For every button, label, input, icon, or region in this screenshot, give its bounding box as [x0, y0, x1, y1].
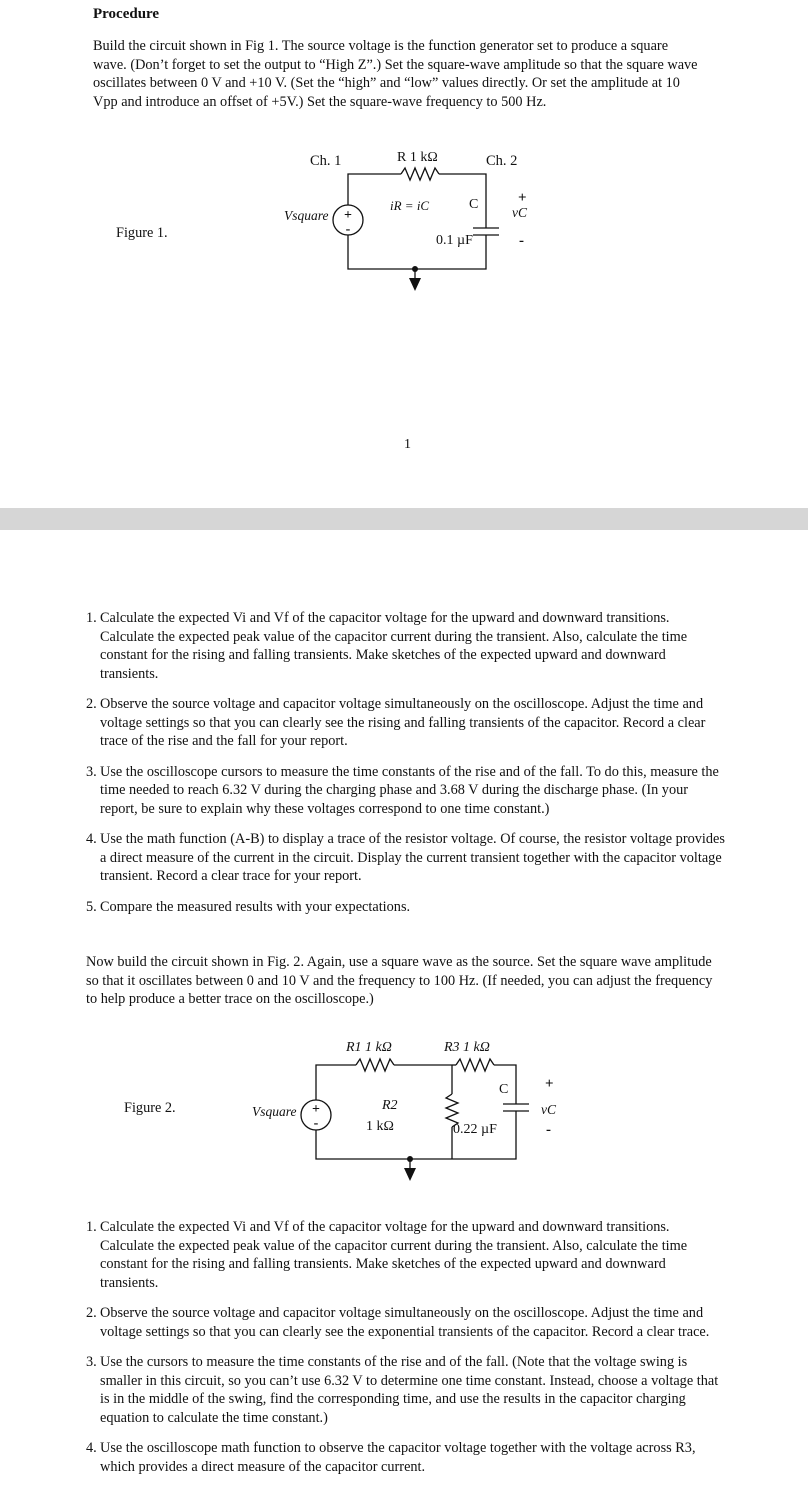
source-plus: + [344, 208, 352, 223]
ground-node [407, 1156, 413, 1162]
part1-steps [86, 609, 726, 928]
page-2 [0, 530, 808, 1512]
ground-icon [409, 278, 421, 291]
list-item: 4. Use the math function (A-B) to display a trace of the resistor voltage. Of course, the resistor voltage provides a direct measure of the current in the circuit. Display the current transient together with the capacitor voltage transient. Record a clear trace for your report. [86, 831, 725, 884]
source-label: Vsquare [252, 1104, 297, 1119]
r1-label: R1 1 kΩ [346, 1040, 392, 1055]
list-item: 3. Use the cursors to measure the time constants of the rise and of the fall. (Note that the voltage swing is smaller in this circuit, so you can’t use 6.32 V to determine one time constant. Instead, choose a voltage that is in the middle of the swing, find the corresponding time, and use the results in the capacitor charging equation to calculate the time constant.) [86, 1354, 719, 1426]
vc-minus: - [519, 233, 524, 249]
list-item: 2. Observe the source voltage and capacitor voltage simultaneously on the oscilloscope. Adjust the time and voltage settings so that you can clearly see the rising and falling transients of the capacitor. Record a clear trace of the rise and the fall for your report. [86, 696, 706, 749]
list-item: 2. Observe the source voltage and capacitor voltage simultaneously on the oscilloscope. Adjust the time and voltage settings so that you can clearly see the exponential transients of the capacitor. Record a clear trace. [86, 1305, 710, 1340]
r2-value: 1 kΩ [366, 1119, 394, 1134]
wire-r1-left [316, 1065, 356, 1100]
list-item: 3. Use the oscilloscope cursors to measure the time constants of the rise and of the fall. To do this, measure the time needed to reach 6.32 V during the charging phase and 3.68 V during the discharge phase. (In your report, be sure to explain why these voltages correspond to one time constant.) [86, 763, 719, 817]
list-item: 1. Calculate the expected Vi and Vf of the capacitor voltage for the upward and downward transitions. Calculate the expected peak value of the capacitor current during the transient. Also, calculate the time constant for the rising and falling transients. Make sketches of the expected upward and downward transients. [86, 1219, 688, 1291]
part2-steps [86, 1218, 726, 1488]
vc-plus: + [518, 190, 527, 206]
vc-label: vC [541, 1102, 556, 1117]
figure-1-label: Figure 1. [116, 225, 168, 241]
ch2-label: Ch. 2 [486, 153, 518, 169]
source-label: Vsquare [284, 208, 329, 223]
source-plus: + [312, 1102, 320, 1117]
wire-top-right [439, 174, 486, 228]
source-minus: - [313, 1116, 319, 1131]
vc-label: vC [512, 205, 527, 220]
capacitor-value: 0.22 µF [453, 1122, 497, 1137]
r2-name: R2 [382, 1098, 398, 1113]
resistor-zigzag [401, 168, 439, 180]
list-item: 1. Calculate the expected Vi and Vf of the capacitor voltage for the upward and downward transitions. Calculate the expected peak value of the capacitor current during the transient. Also, calculate the time constant for the rising and falling transients. Make sketches of the expected upward and downward transients. [86, 610, 688, 682]
ch1-label: Ch. 1 [310, 153, 342, 169]
vc-plus: + [545, 1076, 554, 1092]
list-item: 4. Use the oscilloscope math function to observe the capacitor voltage together with the voltage across R3, which provides a direct measure of the capacitor current. [86, 1440, 696, 1475]
list-item: 5. Compare the measured results with your expectations. [86, 898, 411, 915]
procedure-intro: Build the circuit shown in Fig 1. The source voltage is the function generator set to produce a square wave. (Don’t forget to set the output to “High Z”.) Set the square-wave amplitude so that the square wave oscillates between 0 V and +10 V. (Set the “high” and “low” values directly. Or set the amplitude at 10 Vpp and introduce an offset of +5V.) Set the square-wave frequency to 500 Hz. [93, 38, 698, 110]
page-number: 1 [404, 437, 411, 452]
capacitor-value: 0.1 µF [436, 233, 473, 248]
r3-zigzag [456, 1059, 494, 1071]
page-1 [0, 0, 808, 508]
vc-minus: - [546, 1122, 551, 1138]
resistor-label: R 1 kΩ [397, 150, 438, 165]
procedure-heading: Procedure [93, 6, 160, 22]
r3-label: R3 1 kΩ [444, 1040, 490, 1055]
capacitor-name: C [469, 197, 479, 212]
ground-node [412, 266, 418, 272]
current-label: iR = iC [390, 198, 430, 213]
figure-1-circuit [270, 140, 560, 300]
figure-2-circuit [240, 1030, 580, 1190]
page-separator [0, 508, 808, 530]
capacitor-name: C [499, 1082, 509, 1097]
ground-icon [404, 1168, 416, 1181]
source-minus: - [345, 222, 351, 237]
part2-intro: Now build the circuit shown in Fig. 2. Again, use a square wave as the source. Set the square wave amplitude so that it oscillates between 0 and 10 V and the frequency to 100 Hz. (If needed, you can adjust the frequency to help produce a better trace on the oscilloscope.) [86, 954, 713, 1007]
figure-2-label: Figure 2. [124, 1100, 176, 1116]
r1-zigzag [356, 1059, 394, 1071]
